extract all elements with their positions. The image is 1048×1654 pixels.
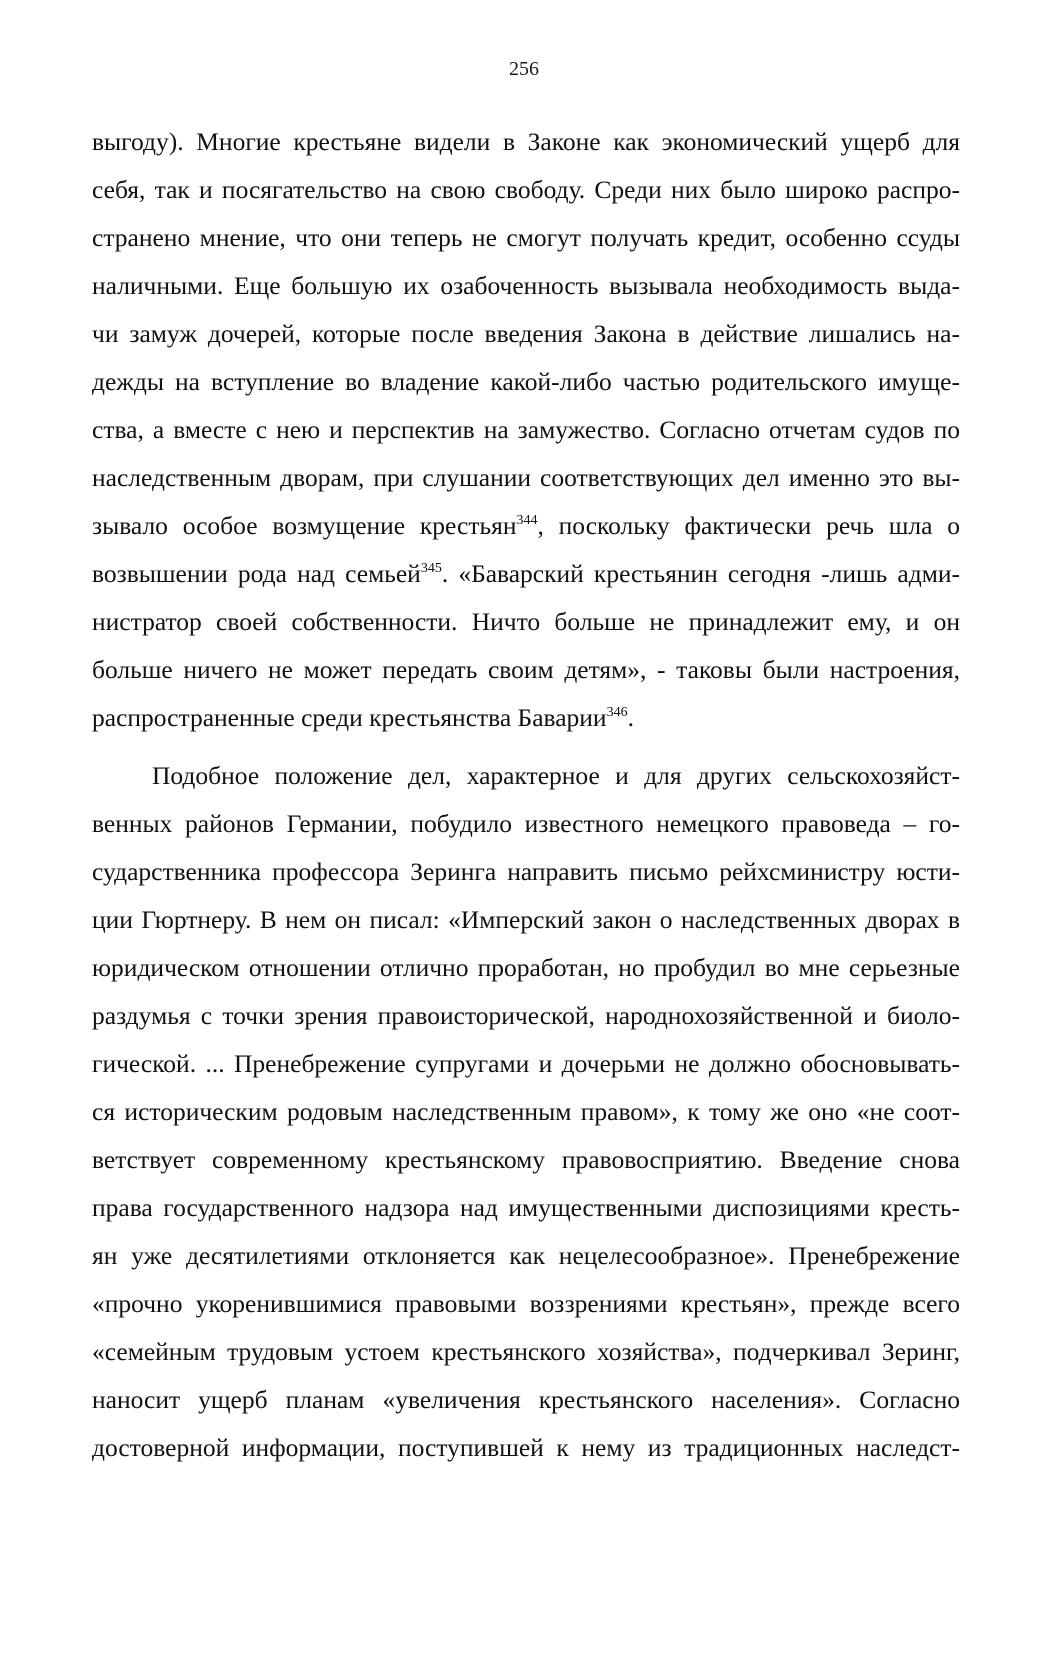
text-segment: возвышении рода над семьей: [92, 559, 421, 588]
text-line: ции Гюртнеру. В нем он писал: «Имперский закон о наследственных дворах в: [92, 905, 960, 934]
text-line: раздумья с точки зрения правоисторической, народнохозяйственной и биоло-: [92, 1001, 960, 1030]
text-segment: зывало особое возмущение крестьян: [92, 511, 517, 540]
text-segment: . «Баварский крестьянин сегодня -лишь адми-: [441, 559, 960, 588]
text-line: гической. ... Пренебрежение супругами и дочерьми не должно обосновывать-: [92, 1049, 960, 1078]
text-line: [92, 694, 960, 742]
body-text: [92, 118, 960, 1472]
text-line: сударственника профессора Зеринга направить письмо рейхсминистру юсти-: [92, 857, 960, 886]
text-line: венных районов Германии, побудило известного немецкого правоведа – го-: [92, 809, 960, 838]
text-line: права государственного надзора над имущественными диспозициями кресть-: [92, 1193, 960, 1222]
text-line: [92, 502, 960, 550]
text-line: ветствует современному крестьянскому правовосприятию. Введение снова: [92, 1145, 960, 1174]
text-line: наследственным дворам, при слушании соответствующих дел именно это вы-: [92, 463, 960, 492]
text-line: юридическом отношении отлично проработан, но пробудил во мне серьезные: [92, 953, 960, 982]
text-line: дежды на вступление во владение какой-либо частью родительского имуще-: [92, 367, 960, 396]
text-line: выгоду). Многие крестьяне видели в Законе как экономический ущерб для: [92, 127, 960, 156]
page-number: 256: [509, 58, 539, 80]
text-segment: , поскольку фактически речь шла о: [537, 511, 960, 540]
text-line: ян уже десятилетиями отклоняется как нецелесообразное». Пренебрежение: [92, 1241, 960, 1270]
text-line: «прочно укоренившимися правовыми воззрениями крестьян», прежде всего: [92, 1289, 960, 1318]
text-line: «семейным трудовым устоем крестьянского хозяйства», подчеркивал Зеринг,: [92, 1337, 960, 1366]
text-line: себя, так и посягательство на свою свободу. Среди них было широко распро-: [92, 175, 960, 204]
paragraph-1: [92, 118, 960, 742]
text-line: ся историческим родовым наследственным правом», к тому же оно «не соот-: [92, 1097, 960, 1126]
text-line: чи замуж дочерей, которые после введения Закона в действие лишались на-: [92, 319, 960, 348]
text-line: наносит ущерб планам «увеличения крестьянского населения». Согласно: [92, 1385, 960, 1414]
paragraph-2: [92, 752, 960, 1472]
footnote-ref-344: 344: [516, 513, 538, 528]
footnote-ref-346: 346: [606, 705, 628, 720]
text-line: странено мнение, что они теперь не смогут получать кредит, особенно ссуды: [92, 223, 960, 252]
text-line: больше ничего не может передать своим детям», - таковы были настроения,: [92, 655, 960, 684]
text-line: [92, 550, 960, 598]
text-line: достоверной информации, поступившей к нему из традиционных наследст-: [92, 1433, 960, 1462]
text-line: наличными. Еще большую их озабоченность вызывала необходимость выда-: [92, 271, 960, 300]
text-line: ства, а вместе с нею и перспектив на замужество. Согласно отчетам судов по: [92, 415, 960, 444]
footnote-ref-345: 345: [420, 561, 442, 576]
text-segment: распространенные среди крестьянства Баварии: [92, 703, 607, 732]
text-segment: .: [627, 703, 634, 732]
text-line: Подобное положение дел, характерное и для других сельскохозяйст-: [152, 761, 960, 790]
text-line: нистратор своей собственности. Ничто больше не принадлежит ему, и он: [92, 607, 960, 636]
